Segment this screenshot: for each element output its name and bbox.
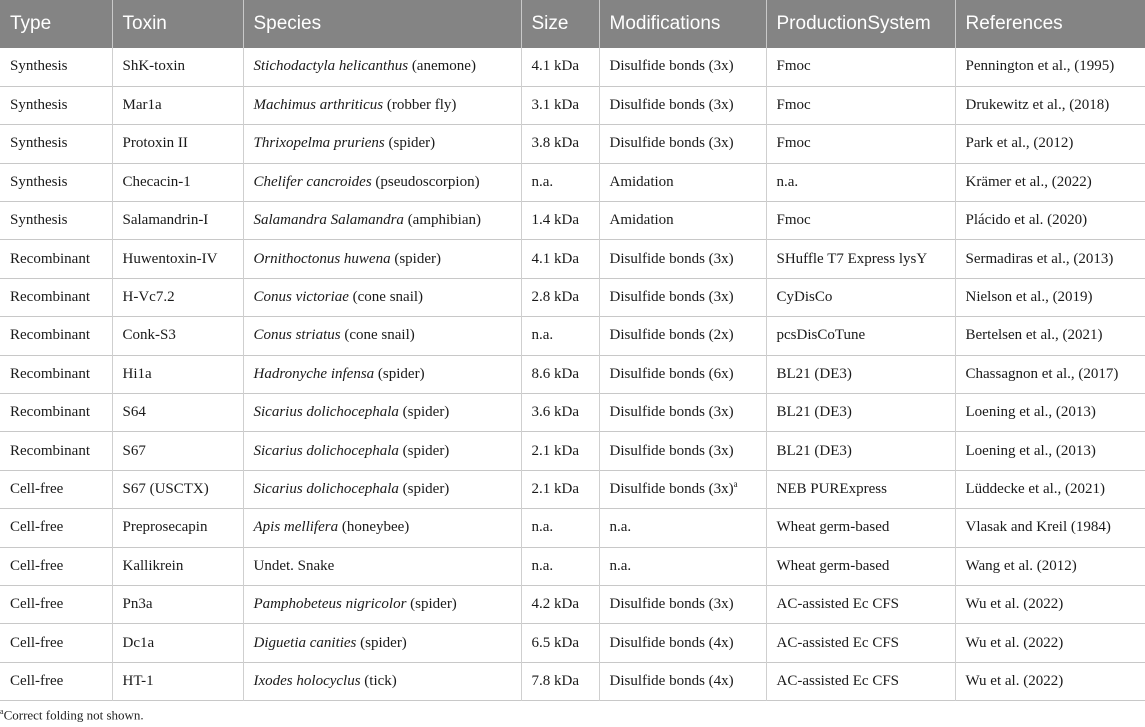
cell-type: Cell-free — [10, 596, 64, 613]
cell-size: n.a. — [521, 509, 599, 547]
cell-modifications — [599, 394, 766, 432]
species-common-name: (amphibian) — [403, 212, 481, 229]
species-common-name: (spider) — [374, 365, 425, 382]
cell-production-system: NEB PURExpress — [766, 470, 955, 508]
cell-production-system: AC-assisted Ec CFS — [766, 585, 955, 623]
cell-toxin: HT-1 — [112, 662, 243, 700]
cell-modifications — [599, 278, 766, 316]
species-scientific-name: Diguetia canities — [253, 634, 357, 651]
cell-size: 3.6 kDa — [521, 394, 599, 432]
cell-species — [243, 202, 521, 240]
cell-modifications — [599, 355, 766, 393]
table-row — [0, 662, 1145, 700]
table-row — [0, 48, 1145, 86]
cell-toxin: Preprosecapin — [112, 509, 243, 547]
table-row — [0, 202, 1145, 240]
cell-species — [243, 163, 521, 201]
cell-toxin: Conk-S3 — [112, 317, 243, 355]
modification-text: Disulfide bonds (4x) — [609, 634, 734, 651]
cell-modifications — [599, 547, 766, 585]
modification-text: Disulfide bonds (3x) — [609, 97, 734, 114]
cell-size: 4.1 kDa — [521, 48, 599, 86]
table-row — [0, 125, 1145, 163]
cell-size: 1.4 kDa — [521, 202, 599, 240]
header-size: Size — [521, 0, 599, 48]
cell-production-system: Wheat germ-based — [766, 509, 955, 547]
cell-species — [243, 394, 521, 432]
species-common-name: (spider) — [406, 596, 457, 613]
cell-size: 7.8 kDa — [521, 662, 599, 700]
cell-type: Synthesis — [10, 58, 68, 75]
cell-modifications — [599, 202, 766, 240]
species-common-name: (robber fly) — [383, 97, 457, 114]
cell-type: Cell-free — [10, 634, 64, 651]
cell-production-system: BL21 (DE3) — [766, 394, 955, 432]
cell-type: Synthesis — [10, 97, 68, 114]
cell-modifications — [599, 470, 766, 508]
cell-reference: Loening et al., (2013) — [955, 394, 1145, 432]
species-common-name: (pseudoscorpion) — [371, 173, 480, 190]
species-scientific-name: Chelifer cancroides — [253, 173, 372, 190]
cell-toxin: S67 (USCTX) — [112, 470, 243, 508]
cell-reference: Wu et al. (2022) — [955, 662, 1145, 700]
species-common-name: (cone snail) — [348, 289, 424, 306]
table-row — [0, 585, 1145, 623]
cell-type: Synthesis — [10, 173, 68, 190]
cell-type: Cell-free — [10, 480, 64, 497]
cell-reference: Vlasak and Kreil (1984) — [955, 509, 1145, 547]
species-common-name: (tick) — [360, 672, 397, 689]
cell-species — [243, 470, 521, 508]
cell-toxin: Huwentoxin-IV — [112, 240, 243, 278]
cell-production-system: Wheat germ-based — [766, 547, 955, 585]
cell-size: 2.8 kDa — [521, 278, 599, 316]
cell-size: 6.5 kDa — [521, 624, 599, 662]
species-scientific-name: Conus victoriae — [253, 289, 349, 306]
table-row — [0, 432, 1145, 470]
table-body — [0, 48, 1145, 701]
cell-species — [243, 125, 521, 163]
species-common-name: (spider) — [398, 404, 450, 421]
cell-toxin: S64 — [112, 394, 243, 432]
cell-toxin: Salamandrin-I — [112, 202, 243, 240]
cell-size: n.a. — [521, 547, 599, 585]
cell-species — [243, 624, 521, 662]
cell-modifications — [599, 662, 766, 700]
cell-species — [243, 585, 521, 623]
cell-toxin: Mar1a — [112, 86, 243, 124]
header-row — [0, 0, 1145, 48]
cell-species — [243, 547, 521, 585]
table-row — [0, 317, 1145, 355]
cell-toxin: Hi1a — [112, 355, 243, 393]
species-common-name: (spider) — [390, 250, 441, 267]
cell-production-system: Fmoc — [766, 48, 955, 86]
species-common-name: (spider) — [356, 634, 407, 651]
cell-production-system: CyDisCo — [766, 278, 955, 316]
footnote-reference: a — [733, 478, 738, 489]
modification-text: Disulfide bonds (3x) — [609, 480, 734, 497]
footnote-mark: a — [0, 707, 4, 716]
cell-size: 4.1 kDa — [521, 240, 599, 278]
species-scientific-name: Apis mellifera — [253, 519, 339, 536]
species-scientific-name: Sicarius dolichocephala — [253, 404, 399, 421]
table-row — [0, 470, 1145, 508]
modification-text: n.a. — [609, 519, 632, 536]
cell-size: 2.1 kDa — [521, 432, 599, 470]
cell-production-system: pcsDisCoTune — [766, 317, 955, 355]
cell-type: Recombinant — [10, 442, 90, 459]
cell-production-system: AC-assisted Ec CFS — [766, 662, 955, 700]
species-common-name: Undet. Snake — [253, 557, 335, 574]
cell-reference: Sermadiras et al., (2013) — [955, 240, 1145, 278]
cell-type: Recombinant — [10, 404, 90, 421]
header-type: Type — [10, 13, 52, 34]
species-scientific-name: Stichodactyla helicanthus — [253, 58, 409, 75]
cell-production-system: n.a. — [766, 163, 955, 201]
header-species: Species — [243, 0, 521, 48]
cell-reference: Lüddecke et al., (2021) — [955, 470, 1145, 508]
cell-species — [243, 278, 521, 316]
cell-size: 2.1 kDa — [521, 470, 599, 508]
cell-type: Recombinant — [10, 289, 90, 306]
cell-production-system: Fmoc — [766, 86, 955, 124]
cell-toxin: Checacin-1 — [112, 163, 243, 201]
cell-toxin: Dc1a — [112, 624, 243, 662]
cell-reference: Nielson et al., (2019) — [955, 278, 1145, 316]
cell-type: Recombinant — [10, 327, 90, 344]
cell-reference: Bertelsen et al., (2021) — [955, 317, 1145, 355]
species-scientific-name: Ornithoctonus huwena — [253, 250, 391, 267]
table-row — [0, 163, 1145, 201]
modification-text: Disulfide bonds (3x) — [609, 250, 734, 267]
cell-modifications — [599, 163, 766, 201]
cell-type: Synthesis — [10, 212, 68, 229]
cell-modifications — [599, 48, 766, 86]
cell-production-system: Fmoc — [766, 125, 955, 163]
cell-reference: Pennington et al., (1995) — [955, 48, 1145, 86]
table-footnote — [0, 707, 144, 723]
cell-reference: Wu et al. (2022) — [955, 624, 1145, 662]
cell-reference: Wu et al. (2022) — [955, 585, 1145, 623]
cell-toxin: Pn3a — [112, 585, 243, 623]
species-scientific-name: Sicarius dolichocephala — [253, 480, 399, 497]
cell-toxin: Kallikrein — [112, 547, 243, 585]
cell-modifications — [599, 317, 766, 355]
modification-text: Disulfide bonds (3x) — [609, 58, 734, 75]
modification-text: Amidation — [609, 173, 674, 190]
cell-size: 3.1 kDa — [521, 86, 599, 124]
cell-production-system: AC-assisted Ec CFS — [766, 624, 955, 662]
cell-type: Cell-free — [10, 672, 64, 689]
cell-production-system: Fmoc — [766, 202, 955, 240]
species-common-name: (spider) — [384, 135, 436, 152]
table-row — [0, 86, 1145, 124]
table-row — [0, 355, 1145, 393]
cell-species — [243, 240, 521, 278]
cell-species — [243, 355, 521, 393]
cell-size: 8.6 kDa — [521, 355, 599, 393]
modification-text: Disulfide bonds (3x) — [609, 135, 734, 152]
cell-species — [243, 48, 521, 86]
header-production-system: ProductionSystem — [766, 0, 955, 48]
cell-type: Cell-free — [10, 557, 64, 574]
cell-size: 3.8 kDa — [521, 125, 599, 163]
cell-species — [243, 509, 521, 547]
cell-size: n.a. — [521, 317, 599, 355]
modification-text: Disulfide bonds (4x) — [609, 672, 734, 689]
species-scientific-name: Ixodes holocyclus — [253, 672, 361, 689]
table-header — [0, 0, 1145, 48]
table-row — [0, 278, 1145, 316]
cell-species — [243, 317, 521, 355]
cell-production-system: SHuffle T7 Express lysY — [766, 240, 955, 278]
table-row — [0, 547, 1145, 585]
cell-type: Cell-free — [10, 519, 64, 536]
modification-text: Disulfide bonds (3x) — [609, 596, 734, 613]
cell-modifications — [599, 624, 766, 662]
table-row — [0, 509, 1145, 547]
footnote-text: Correct folding not shown. — [3, 707, 144, 723]
cell-toxin: S67 — [112, 432, 243, 470]
cell-production-system: BL21 (DE3) — [766, 432, 955, 470]
species-common-name: (spider) — [398, 480, 450, 497]
cell-modifications — [599, 585, 766, 623]
species-common-name: (cone snail) — [340, 327, 415, 344]
table-row — [0, 394, 1145, 432]
cell-reference: Krämer et al., (2022) — [955, 163, 1145, 201]
species-common-name: (anemone) — [408, 58, 476, 75]
species-common-name: (spider) — [398, 442, 450, 459]
cell-reference: Chassagnon et al., (2017) — [955, 355, 1145, 393]
species-scientific-name: Hadronyche infensa — [253, 365, 375, 382]
modification-text: Disulfide bonds (2x) — [609, 327, 734, 344]
cell-production-system: BL21 (DE3) — [766, 355, 955, 393]
table-row — [0, 240, 1145, 278]
species-scientific-name: Thrixopelma pruriens — [253, 135, 385, 152]
cell-species — [243, 432, 521, 470]
header-modifications: Modifications — [599, 0, 766, 48]
cell-size: n.a. — [521, 163, 599, 201]
cell-size: 4.2 kDa — [521, 585, 599, 623]
cell-modifications — [599, 125, 766, 163]
species-common-name: (honeybee) — [338, 519, 410, 536]
modification-text: Amidation — [609, 212, 674, 229]
cell-species — [243, 86, 521, 124]
cell-reference: Drukewitz et al., (2018) — [955, 86, 1145, 124]
header-toxin: Toxin — [112, 0, 243, 48]
modification-text: Disulfide bonds (3x) — [609, 289, 734, 306]
cell-toxin: ShK-toxin — [112, 48, 243, 86]
cell-type: Synthesis — [10, 135, 68, 152]
table-row — [0, 624, 1145, 662]
cell-reference: Wang et al. (2012) — [955, 547, 1145, 585]
species-scientific-name: Salamandra Salamandra — [253, 212, 404, 229]
modification-text: Disulfide bonds (3x) — [609, 442, 734, 459]
cell-toxin: H-Vc7.2 — [112, 278, 243, 316]
species-scientific-name: Machimus arthriticus — [253, 97, 384, 114]
cell-modifications — [599, 432, 766, 470]
species-scientific-name: Pamphobeteus nigricolor — [253, 596, 407, 613]
species-scientific-name: Sicarius dolichocephala — [253, 442, 399, 459]
modification-text: Disulfide bonds (6x) — [609, 365, 734, 382]
cell-species — [243, 662, 521, 700]
cell-reference: Park et al., (2012) — [955, 125, 1145, 163]
cell-reference: Plácido et al. (2020) — [955, 202, 1145, 240]
cell-modifications — [599, 240, 766, 278]
cell-reference: Loening et al., (2013) — [955, 432, 1145, 470]
species-scientific-name: Conus striatus — [253, 327, 341, 344]
cell-modifications — [599, 86, 766, 124]
cell-type: Recombinant — [10, 365, 90, 382]
cell-modifications — [599, 509, 766, 547]
cell-toxin: Protoxin II — [112, 125, 243, 163]
cell-type: Recombinant — [10, 250, 90, 267]
modification-text: Disulfide bonds (3x) — [609, 404, 734, 421]
header-references: References — [955, 0, 1145, 48]
modification-text: n.a. — [609, 557, 632, 574]
